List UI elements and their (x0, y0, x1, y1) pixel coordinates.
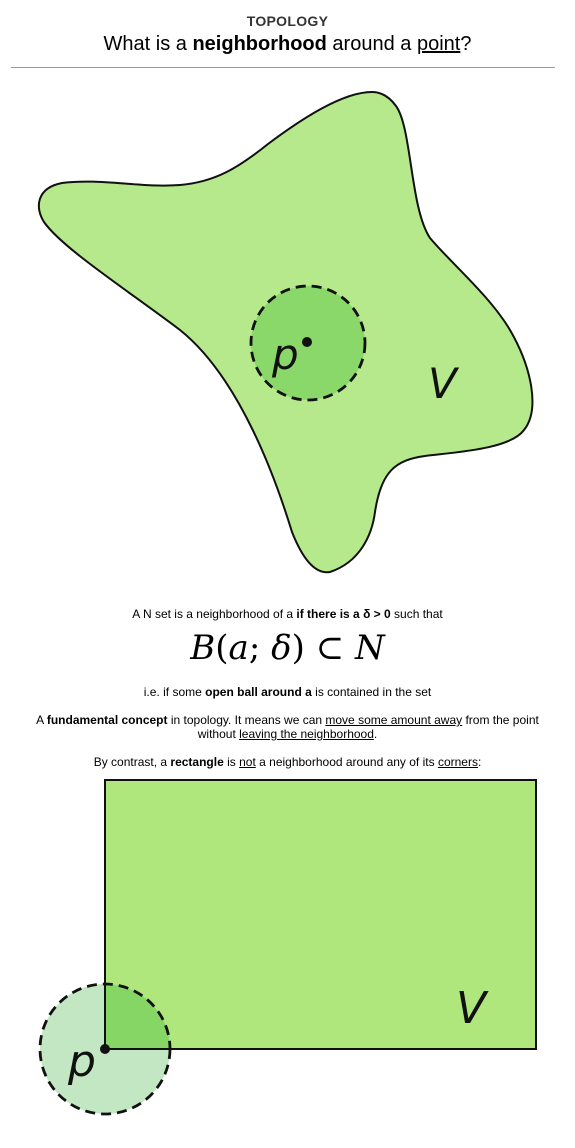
page-title (0, 33, 575, 56)
concept-underline-2: leaving the neighborhood (239, 727, 374, 741)
point-label: p (272, 330, 299, 379)
contrast-bold: rectangle (170, 755, 224, 769)
rect-set-label: V (456, 983, 487, 1034)
contrast-text (0, 755, 575, 769)
concept-underline-1: move some amount away (325, 713, 463, 727)
contrast-underline-1: not (239, 755, 256, 769)
explain-post: is contained in the set (311, 685, 432, 699)
concept-text (20, 713, 555, 741)
title-mid: around a (326, 33, 417, 55)
formula-subset: ⊂ (304, 628, 355, 668)
formula-close-paren: ) (291, 628, 305, 668)
concept-p1: A (36, 713, 47, 727)
definition-text (0, 607, 575, 621)
contrast-underline-2: corners (437, 755, 478, 769)
formula-semicolon: ; (248, 628, 272, 668)
corner-point-dot (100, 1044, 110, 1054)
formula-a: a (228, 628, 249, 668)
contrast-p2: is (223, 755, 240, 769)
formula-open-paren: ( (215, 628, 229, 668)
title-divider (11, 67, 555, 68)
ball-formula (0, 628, 575, 668)
point-dot (302, 337, 312, 347)
title-post: ? (460, 33, 472, 55)
formula-b: B (190, 628, 216, 668)
explain-text (0, 685, 575, 699)
rectangle-figure (0, 775, 575, 1135)
set-label: V (428, 359, 457, 408)
definition-pre: A N set is a neighborhood of a (132, 607, 297, 621)
title-pre: What is a (103, 33, 193, 55)
concept-p3: from the point without (197, 713, 539, 741)
concept-bold: fundamental concept (46, 713, 168, 727)
explain-pre: i.e. if some (143, 685, 206, 699)
topic-kicker: TOPOLOGY (246, 13, 329, 29)
formula-n: N (354, 628, 385, 668)
contrast-p3: a neighborhood around any of its (255, 755, 438, 769)
contrast-p1: By contrast, a (93, 755, 171, 769)
title-bold: neighborhood (192, 33, 327, 55)
formula-delta: δ (271, 628, 292, 668)
title-under: point (416, 33, 461, 55)
explain-bold: open ball around a (205, 685, 312, 699)
concept-p2: in topology. It means we can (167, 713, 326, 727)
concept-p4: . (373, 727, 378, 741)
definition-bold: if there is a δ > 0 (296, 607, 391, 621)
contrast-p4: : (477, 755, 482, 769)
neighborhood-figure (0, 80, 575, 590)
corner-point-label: p (68, 1036, 96, 1087)
definition-post: such that (390, 607, 443, 621)
